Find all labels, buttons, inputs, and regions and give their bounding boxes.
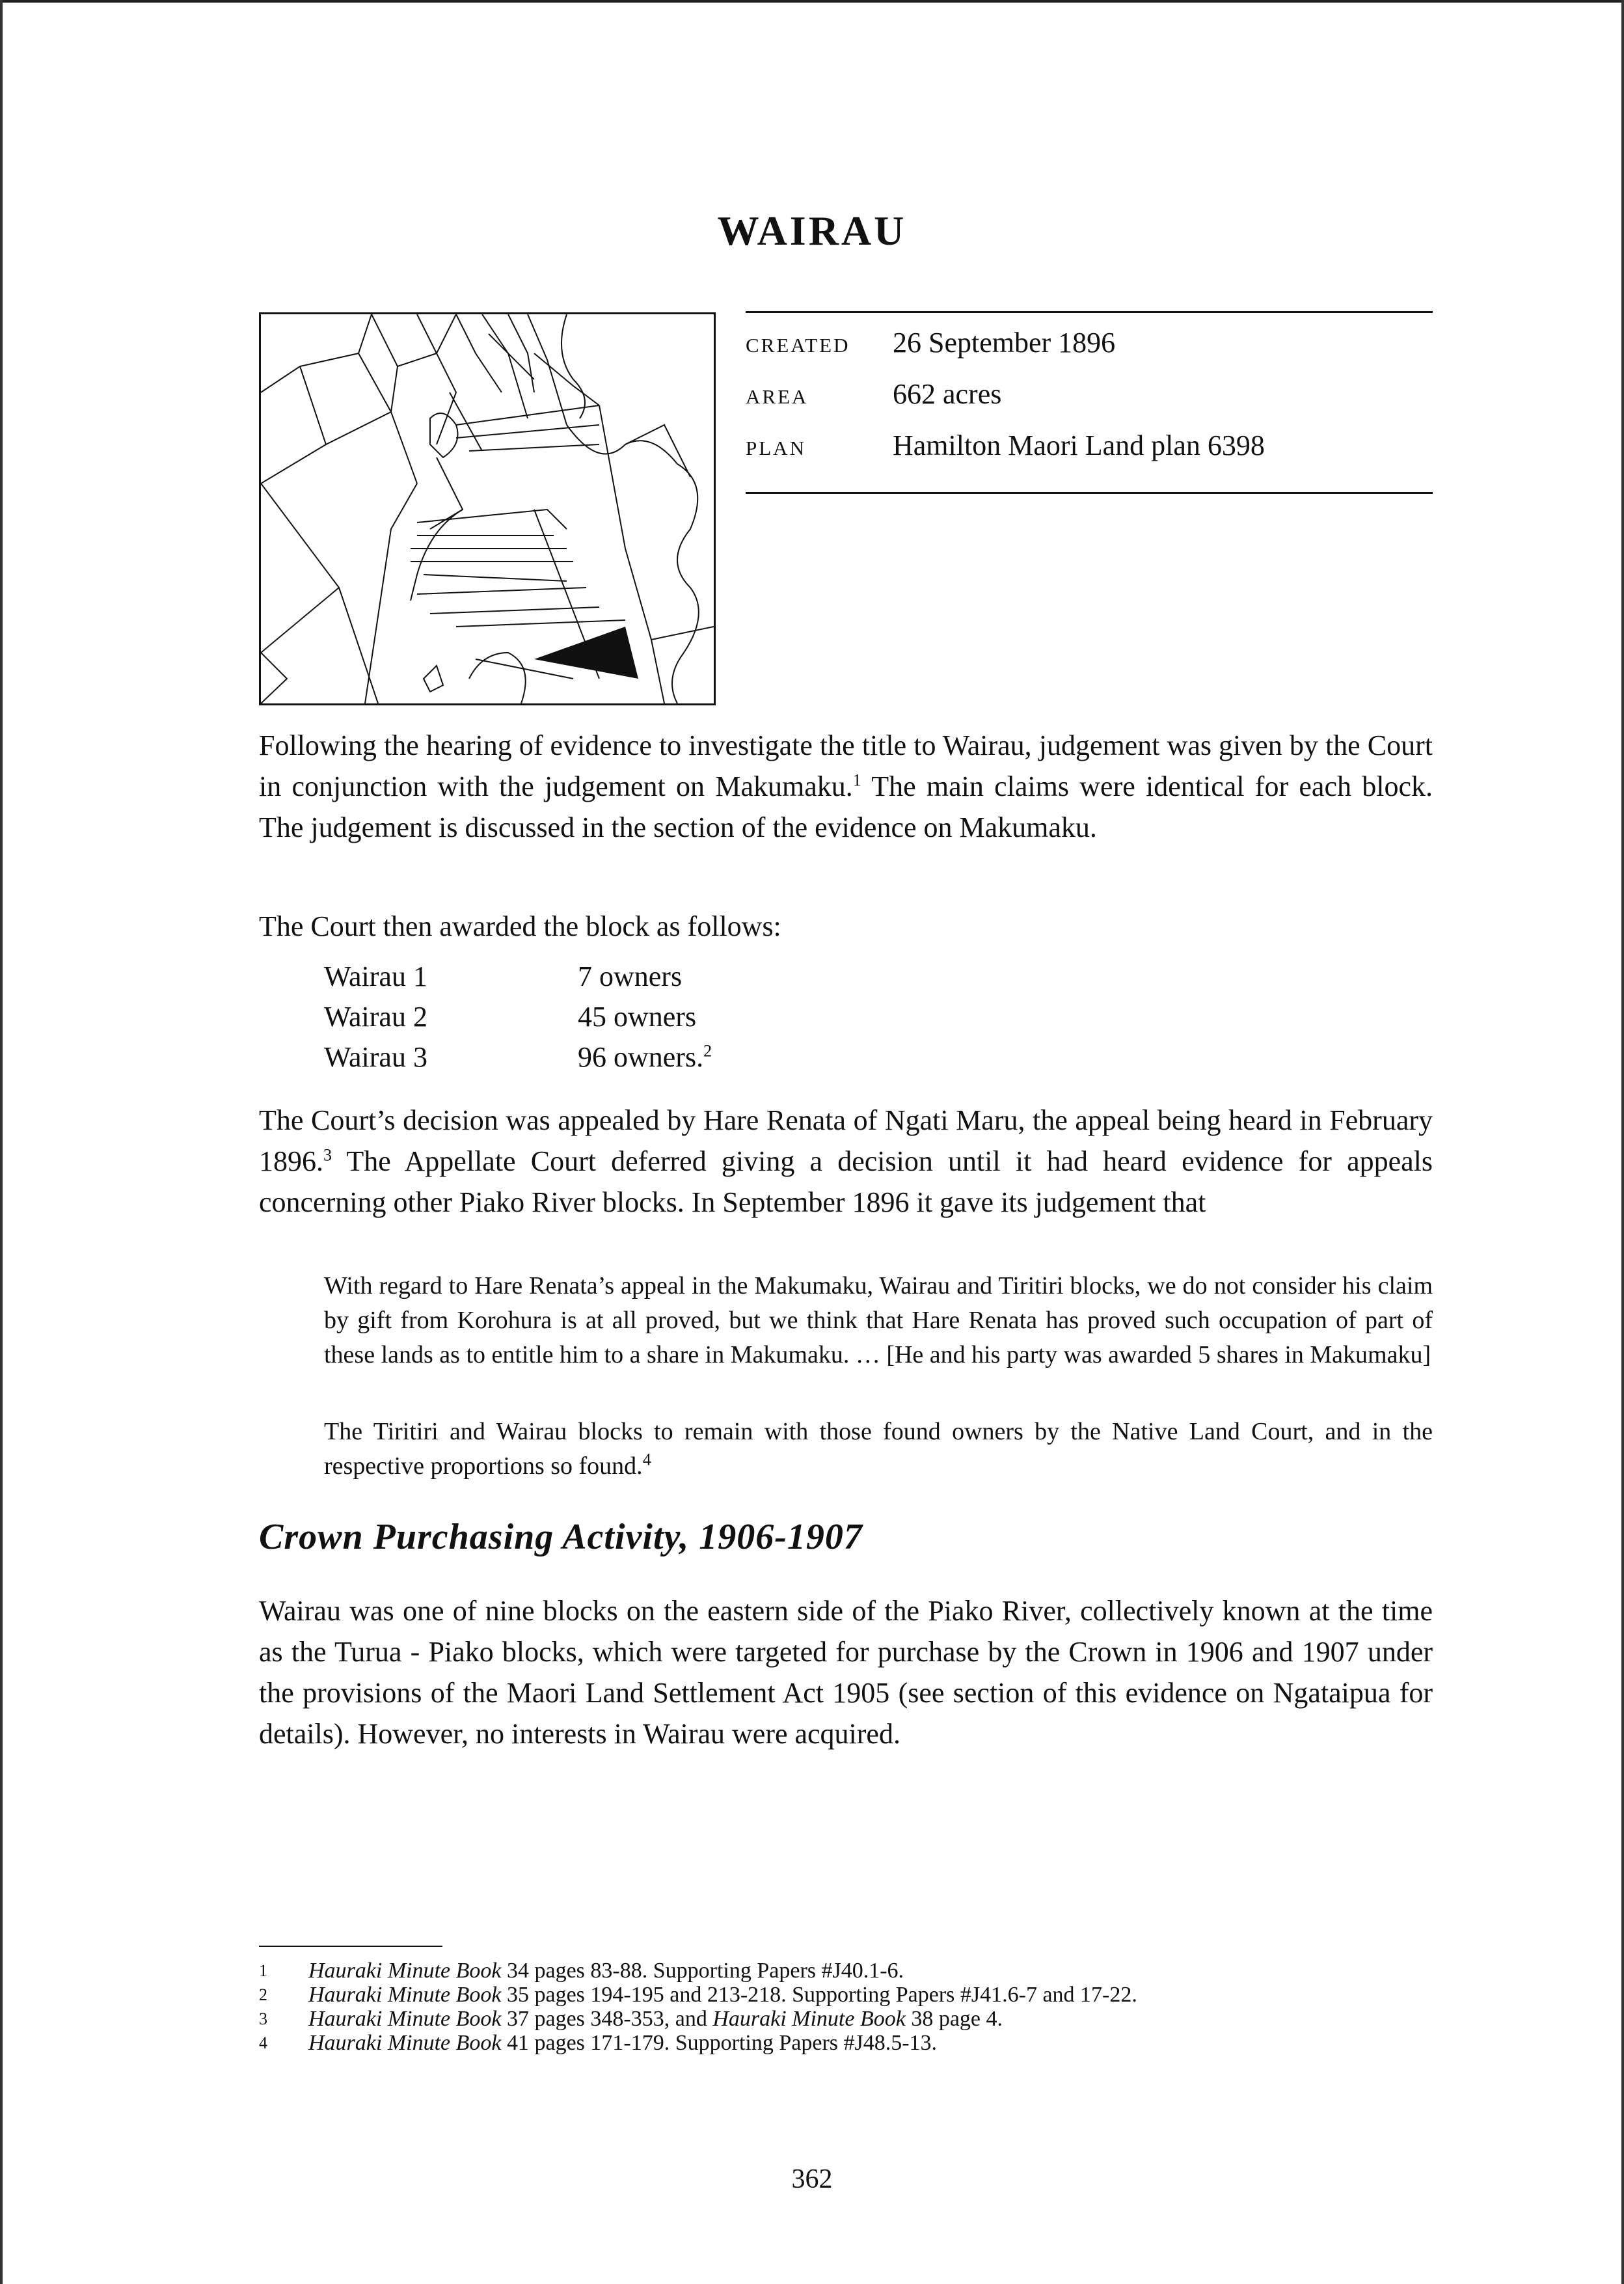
paragraph-1 [259, 725, 1433, 848]
scan-border-top [0, 0, 1624, 3]
info-row-plan [746, 429, 1433, 480]
owners-count: 7 owners [578, 960, 683, 992]
owners-count: 96 owners. [578, 1041, 704, 1073]
paragraph-4: Wairau was one of nine blocks on the eastern side of the Piako River, collectively known at the time as the Turua - Piako blocks, which were targeted for purchase by the Crown in 1906 and 1907 under the provisions of the Maori Land Settlement Act 1905 (see section of this evidence on Ngataipua for details). However, no interests in Wairau were acquired. [259, 1595, 1433, 1750]
block-info-table [746, 311, 1433, 494]
owners-row [324, 1037, 712, 1078]
footnote-ref-1[interactable]: 1 [852, 770, 861, 790]
footnote-book: Hauraki Minute Book [712, 2007, 906, 2031]
section-heading: Crown Purchasing Activity, 1906-1907 [259, 1517, 863, 1557]
scan-border-left [0, 0, 3, 2284]
footnote-number: 2 [259, 1985, 267, 2004]
area-label: AREA [746, 385, 809, 408]
owners-count: 45 owners [578, 1001, 697, 1033]
footnote-text: 38 page 4. [905, 2007, 1003, 2031]
footnote-ref-3[interactable]: 3 [323, 1145, 332, 1165]
p3-text-b: The Appellate Court deferred giving a decision until it had heard evidence for appeals concerning other Piako River blocks. In September 1896 it gave its judgement that [259, 1145, 1433, 1218]
footnote-number: 4 [259, 2033, 267, 2052]
footnote-text: 41 pages 171-179. Supporting Papers #J48.5-13. [501, 2031, 938, 2055]
plan-value: Hamilton Maori Land plan 6398 [893, 429, 1265, 461]
footnote-book: Hauraki Minute Book [308, 2031, 502, 2055]
footnote-number: 1 [259, 1961, 267, 1980]
area-value: 662 acres [893, 378, 1002, 410]
page-title: WAIRAU [717, 208, 907, 254]
footnote-item [259, 1983, 1433, 2007]
p3-text-a: The Court’s decision was appealed by Hare Renata of Ngati Maru, the appeal being heard in February 1896. [259, 1104, 1433, 1177]
footnote-item [259, 2007, 1433, 2031]
info-row-created [746, 326, 1433, 377]
p1-text-b: The main claims were identical for each block. The judgement is discussed in the section of the evidence on Makumaku. [259, 770, 1433, 843]
info-row-area [746, 377, 1433, 429]
owners-row [324, 997, 712, 1037]
owners-row [324, 957, 712, 997]
footnote-text: 35 pages 194-195 and 213-218. Supporting Papers #J41.6-7 and 17-22. [501, 1983, 1137, 2007]
plan-label: PLAN [746, 437, 806, 459]
footnote-book: Hauraki Minute Book [308, 1983, 502, 2007]
paragraph-2: The Court then awarded the block as follows: [259, 910, 781, 942]
footnote-ref-2[interactable]: 2 [703, 1041, 712, 1061]
paragraph-3 [259, 1100, 1433, 1223]
owners-list [324, 957, 712, 1078]
page-number: 362 [791, 2164, 833, 2194]
quote2-text: The Tiritiri and Wairau blocks to remain with those found owners by the Native Land Court, and in the respective proportions so found. [324, 1418, 1433, 1480]
footnote-book: Hauraki Minute Book [308, 2007, 502, 2031]
map-drawing [261, 314, 714, 703]
footnote-item [259, 2031, 1433, 2055]
footnote-text: 37 pages 348-353, and [501, 2007, 713, 2031]
location-map [259, 312, 716, 705]
footnote-ref-4[interactable]: 4 [642, 1450, 651, 1469]
block-quote-2 [324, 1415, 1433, 1484]
created-label: CREATED [746, 334, 850, 357]
footnotes [259, 1959, 1433, 2055]
scan-border-right [1621, 0, 1624, 2284]
p1-text: Following the hearing of evidence to investigate the title to Wairau, judgement was given by the Court in conjunction with the judgement on Makumaku. [259, 729, 1433, 802]
created-value: 26 September 1896 [893, 327, 1116, 359]
owners-block: Wairau 3 [324, 1041, 427, 1073]
footnote-divider [259, 1946, 442, 1947]
owners-block: Wairau 2 [324, 1001, 427, 1033]
footnote-book: Hauraki Minute Book [308, 1959, 502, 1983]
footnote-item [259, 1959, 1433, 1983]
owners-block: Wairau 1 [324, 960, 427, 992]
footnote-number: 3 [259, 2009, 267, 2028]
footnote-text: 34 pages 83-88. Supporting Papers #J40.1-6. [501, 1959, 904, 1983]
block-quote-1: With regard to Hare Renata’s appeal in the Makumaku, Wairau and Tiritiri blocks, we do not consider his claim by gift from Korohura is at all proved, but we think that Hare Renata has proved such occupation of part of these lands as to entitle him to a share in Makumaku. … [He and his party was awarded 5 shares in Makumaku] [324, 1272, 1433, 1368]
